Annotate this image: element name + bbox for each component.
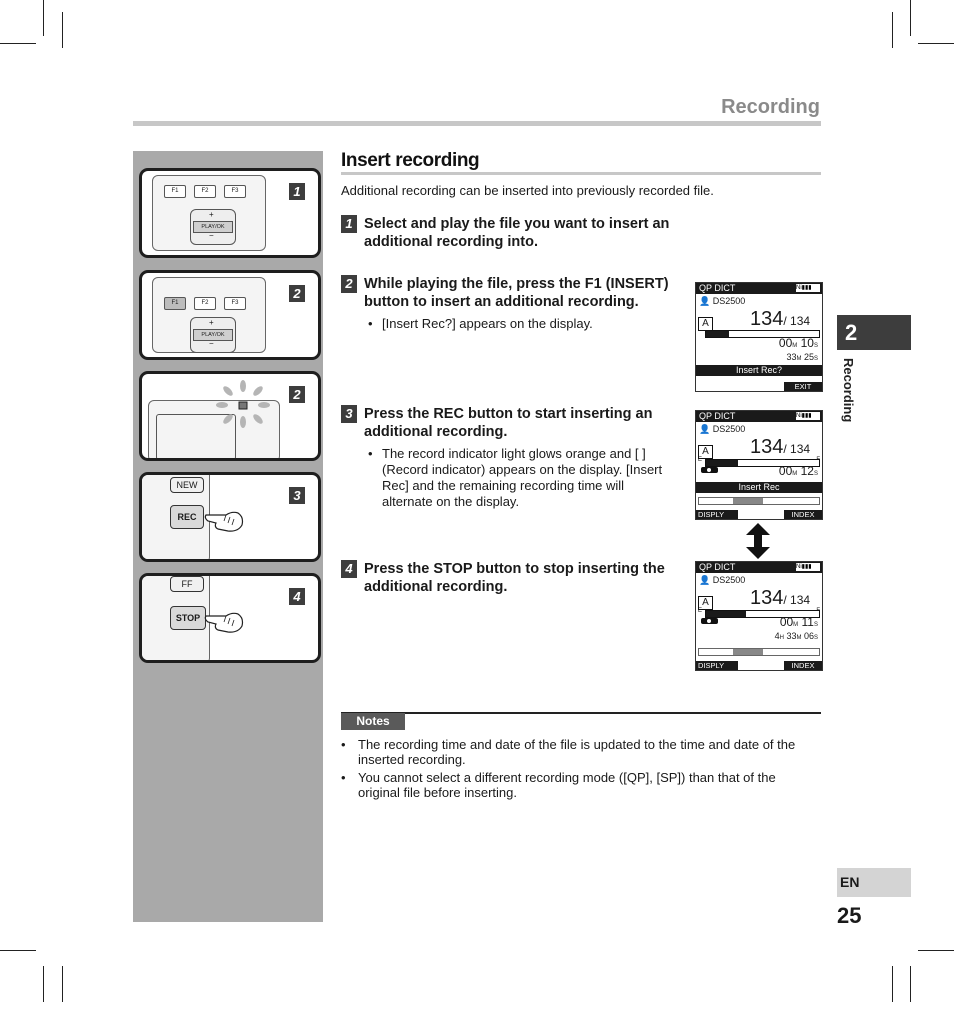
crop-mark bbox=[910, 0, 911, 36]
lcd-seconds: 11 bbox=[801, 615, 814, 629]
chapter-label: Recording bbox=[841, 358, 856, 423]
lcd-display-remaining-time bbox=[695, 561, 823, 671]
lcd-file-number bbox=[750, 308, 810, 331]
crop-mark bbox=[43, 966, 44, 1002]
notes-label: Notes bbox=[341, 713, 405, 730]
crop-mark bbox=[62, 12, 63, 48]
bullet-dot: • bbox=[368, 446, 373, 461]
figure-step-tag: 2 bbox=[289, 386, 305, 403]
lcd-display-insert-rec-prompt bbox=[695, 282, 823, 392]
plus-label: + bbox=[209, 318, 214, 327]
lcd-seconds: 10 bbox=[800, 336, 814, 350]
section-title: Insert recording bbox=[341, 150, 480, 171]
bullet-text: [Insert Rec?] appears on the display. bbox=[382, 316, 593, 331]
record-indicator-icon bbox=[701, 467, 718, 473]
intro-text: Additional recording can be inserted into previously recorded file. bbox=[341, 183, 714, 198]
lcd-mode: QP DICT bbox=[699, 283, 736, 293]
lcd-remaining-time: 33M 25S bbox=[786, 352, 818, 362]
lcd-message: Insert Rec bbox=[696, 482, 822, 493]
bullet-dot: • bbox=[341, 737, 346, 752]
lcd-device-label: DS2500 bbox=[712, 296, 746, 306]
crop-mark bbox=[0, 43, 36, 44]
lcd-mode: QP DICT bbox=[699, 411, 736, 421]
figure-panel-step2b bbox=[139, 371, 321, 461]
lcd-file-number bbox=[750, 436, 810, 459]
crop-mark bbox=[892, 966, 893, 1002]
crop-mark bbox=[918, 43, 954, 44]
lcd-file: 134 bbox=[750, 308, 784, 330]
record-indicator-icon bbox=[701, 618, 718, 624]
lcd-remain-minutes: 33 bbox=[786, 631, 797, 641]
lcd-message: Insert Rec? bbox=[696, 365, 822, 376]
lcd-display-insert-rec bbox=[695, 410, 823, 520]
lcd-status-bar bbox=[696, 411, 822, 422]
figure-step-tag: 1 bbox=[289, 183, 305, 200]
lcd-status-bar bbox=[696, 283, 822, 294]
lcd-seconds: 12 bbox=[800, 464, 814, 478]
figure-step-tag: 3 bbox=[289, 487, 305, 504]
figure-panel-step3 bbox=[139, 472, 321, 562]
battery-icon: Ni▮▮▮ bbox=[796, 412, 820, 420]
lcd-folder: A bbox=[698, 596, 713, 610]
figure-panel-step1 bbox=[139, 168, 321, 258]
minus-label: − bbox=[209, 339, 214, 348]
step-number: 3 bbox=[341, 405, 357, 423]
lcd-e-marker: E bbox=[698, 457, 703, 463]
crop-mark bbox=[918, 950, 954, 951]
play-ok-label: PLAY/OK bbox=[193, 329, 233, 341]
battery-icon: Ni▮▮▮ bbox=[796, 563, 820, 571]
lcd-progress-fill bbox=[706, 460, 738, 466]
lcd-total: / 134 bbox=[783, 593, 811, 607]
lcd-folder: A bbox=[698, 445, 713, 459]
lcd-remaining-time: 4H 33M 06S bbox=[774, 631, 818, 641]
section-rule bbox=[341, 172, 821, 175]
bullet-dot: • bbox=[341, 770, 346, 785]
step-number: 4 bbox=[341, 560, 357, 578]
minus-label: − bbox=[209, 231, 214, 240]
lcd-e-marker: E bbox=[698, 608, 703, 614]
lcd-file-number bbox=[750, 587, 810, 610]
alternate-arrow-icon bbox=[744, 522, 772, 560]
lcd-minutes: 00 bbox=[778, 464, 793, 478]
f2-key: F2 bbox=[194, 297, 216, 310]
lcd-remain-seconds: 25 bbox=[803, 352, 814, 362]
f3-key: F3 bbox=[224, 185, 246, 198]
notes-rule bbox=[341, 712, 821, 714]
lcd-elapsed-time: 00M 10S bbox=[778, 336, 818, 350]
play-ok-button bbox=[190, 317, 236, 353]
f2-key: F2 bbox=[194, 185, 216, 198]
crop-mark bbox=[892, 12, 893, 48]
lcd-elapsed-time: 00M 11S bbox=[779, 615, 818, 629]
f3-key: F3 bbox=[224, 297, 246, 310]
lcd-device-name: 👤 DS2500 bbox=[699, 424, 746, 434]
lcd-device-label: DS2500 bbox=[712, 424, 746, 434]
new-button-illustration: NEW bbox=[170, 477, 204, 493]
lcd-status-bar bbox=[696, 562, 822, 573]
chapter-number-tab: 2 bbox=[837, 315, 911, 350]
lcd-softkey-right: EXIT bbox=[784, 382, 822, 391]
note-item: You cannot select a different recording mode ([QP], [SP]) than that of the original file before inserting. bbox=[358, 770, 776, 800]
lcd-remain-minutes: 33 bbox=[786, 352, 797, 362]
lcd-mode: QP DICT bbox=[699, 562, 736, 572]
step-text: Select and play the file you want to insert an additional recording into. bbox=[364, 216, 670, 250]
note-item: The recording time and date of the file is updated to the time and date of the inserted recording. bbox=[358, 737, 796, 767]
bullet-dot: • bbox=[368, 316, 373, 331]
pressing-finger-icon bbox=[204, 606, 246, 634]
play-ok-label: PLAY/OK bbox=[193, 221, 233, 233]
figure-panel-step2a bbox=[139, 270, 321, 360]
lcd-index-segment bbox=[733, 498, 763, 504]
step-number: 1 bbox=[341, 215, 357, 233]
f1-key-pressed: F1 bbox=[164, 297, 186, 310]
lcd-device-label: DS2500 bbox=[712, 575, 746, 585]
page-number: 25 bbox=[837, 903, 862, 928]
figure-panel-step4 bbox=[139, 573, 321, 663]
lcd-remain-hours: 4 bbox=[774, 631, 780, 641]
step-number: 2 bbox=[341, 275, 357, 293]
indicator-light-glow-icon bbox=[212, 378, 272, 430]
lcd-total: / 134 bbox=[783, 314, 811, 328]
lcd-minutes: 00 bbox=[779, 615, 794, 629]
lcd-index-bar bbox=[698, 648, 820, 656]
header-rule bbox=[133, 121, 821, 126]
lcd-progress-fill bbox=[706, 611, 746, 617]
figure-step-tag: 4 bbox=[289, 588, 305, 605]
step-text: Press the STOP button to stop inserting the additional recording. bbox=[364, 561, 665, 595]
lcd-total: / 134 bbox=[783, 442, 811, 456]
lcd-remain-seconds: 06 bbox=[803, 631, 814, 641]
bullet-text: The record indicator light glows orange and [ ] (Record indicator) appears on the display. [Insert Rec] and the remaining recording time will alternate on the display. bbox=[382, 446, 663, 509]
plus-label: + bbox=[209, 210, 214, 219]
stop-button-illustration: STOP bbox=[170, 606, 206, 630]
step-text: While playing the file, press the F1 (INSERT) button to insert an additional recording. bbox=[364, 276, 669, 310]
figure-step-tag: 2 bbox=[289, 285, 305, 302]
crop-mark bbox=[62, 966, 63, 1002]
lcd-index-segment bbox=[733, 649, 763, 655]
lcd-device-name: 👤 DS2500 bbox=[699, 296, 746, 306]
play-ok-button bbox=[190, 209, 236, 245]
lcd-file: 134 bbox=[750, 436, 784, 458]
lcd-softkey-left: DISPLY bbox=[696, 661, 738, 670]
lcd-device-name: 👤 DS2500 bbox=[699, 575, 746, 585]
ff-button-illustration: FF bbox=[170, 576, 204, 592]
crop-mark bbox=[43, 0, 44, 36]
lcd-elapsed-time: 00M 12S bbox=[778, 464, 818, 478]
page-header-title: Recording bbox=[721, 96, 820, 118]
lcd-progress-fill bbox=[706, 331, 729, 337]
lcd-softkey-right: INDEX bbox=[784, 510, 822, 519]
language-tab: EN bbox=[837, 868, 911, 897]
pressing-finger-icon bbox=[204, 505, 246, 533]
crop-mark bbox=[0, 950, 36, 951]
lcd-file: 134 bbox=[750, 587, 784, 609]
lcd-softkey-right: INDEX bbox=[784, 661, 822, 670]
lcd-softkey-left: DISPLY bbox=[696, 510, 738, 519]
crop-mark bbox=[910, 966, 911, 1002]
lcd-index-bar bbox=[698, 497, 820, 505]
step-text: Press the REC button to start inserting an additional recording. bbox=[364, 406, 653, 440]
lcd-minutes: 00 bbox=[778, 336, 793, 350]
rec-button-illustration: REC bbox=[170, 505, 204, 529]
battery-icon: Ni▮▮▮ bbox=[796, 284, 820, 292]
f1-key: F1 bbox=[164, 185, 186, 198]
lcd-folder: A bbox=[698, 317, 713, 331]
